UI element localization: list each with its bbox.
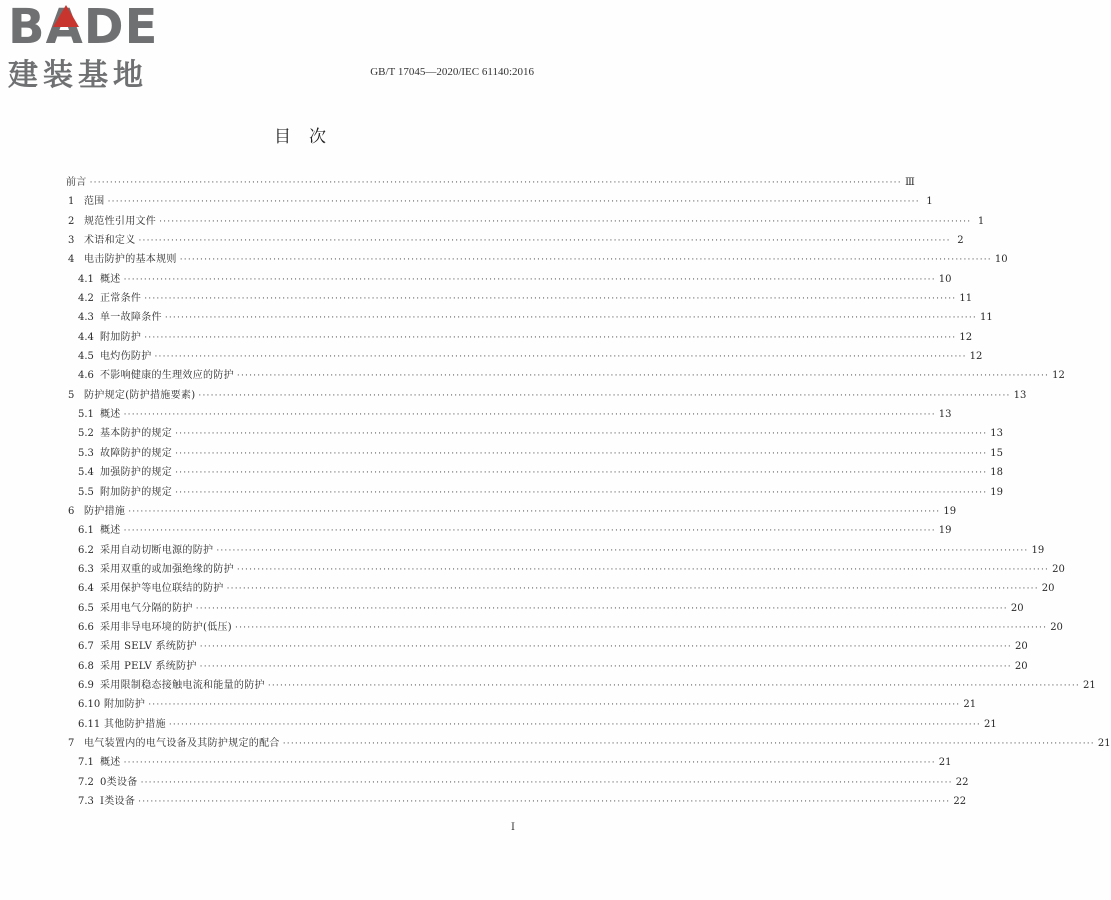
- toc-entry-number: 6.8: [78, 660, 94, 672]
- toc-entry-label: 电击防护的基本规则: [84, 254, 177, 266]
- toc-leader-dots: ········································································································································································································: [164, 313, 977, 324]
- toc-entry-page: 21: [983, 718, 997, 730]
- toc-entry-number: 5: [68, 389, 75, 401]
- toc-entry[interactable]: [66, 308, 993, 327]
- toc-entry[interactable]: [66, 579, 1055, 598]
- toc-entry[interactable]: [66, 695, 977, 714]
- toc-leader-dots: ········································································································································································································: [175, 448, 988, 459]
- toc-entry-number: 6.4: [78, 583, 94, 595]
- toc-entry-number: 5.5: [78, 486, 94, 498]
- toc-entry-page: 19: [990, 486, 1004, 498]
- toc-entry-number: 6.10: [78, 699, 101, 711]
- standard-number: GB/T 17045—2020/IEC 61140:2016: [370, 66, 534, 78]
- toc-leader-dots: ········································································································································································································: [140, 777, 953, 788]
- toc-leader-dots: ········································································································································································································: [107, 197, 920, 208]
- toc-entry-page: 10: [938, 273, 952, 285]
- toc-entry-page: 22: [953, 796, 967, 807]
- toc-entry[interactable]: [66, 328, 973, 347]
- toc-entry-page: 20: [1050, 621, 1063, 633]
- toc-entry[interactable]: [66, 366, 1065, 385]
- toc-entry[interactable]: [66, 676, 1096, 695]
- toc-entry-label: 采用 SELV 系统防护: [100, 641, 197, 653]
- toc-leader-dots: ········································································································································································································: [154, 352, 967, 363]
- toc-entry-page: 20: [1014, 641, 1028, 653]
- toc-entry-number: 4.5: [78, 351, 94, 363]
- toc-entry-label: 故障防护的规定: [100, 447, 173, 459]
- toc-leader-dots: ········································································································································································································: [175, 429, 988, 440]
- logo-wordmark: BA DE: [8, 0, 159, 55]
- toc-leader-dots: ········································································································································································································: [144, 332, 957, 343]
- toc-entry-page: 11: [959, 293, 973, 305]
- toc-entry-page: 20: [1041, 583, 1055, 595]
- toc-entry-number: 4: [68, 254, 75, 266]
- toc-entry-label: 附加防护: [100, 331, 142, 343]
- toc-entry-page: 10: [994, 254, 1008, 266]
- toc-leader-dots: ········································································································································································································: [128, 506, 941, 517]
- toc-leader-dots: ········································································································································································································: [236, 371, 1050, 382]
- toc-entry-label: 加强防护的规定: [100, 467, 173, 479]
- toc-entry-number: 7: [68, 737, 75, 749]
- toc-entry[interactable]: [66, 463, 1004, 482]
- toc-leader-dots: ········································································································································································································: [199, 661, 1012, 672]
- toc-leader-dots: ········································································································································································································: [123, 526, 936, 537]
- toc-leader-dots: ········································································································································································································: [123, 274, 936, 285]
- toc-entry-label: 正常条件: [100, 293, 142, 305]
- toc-leader-dots: ········································································································································································································: [282, 738, 1095, 749]
- toc-entry-number: 6.6: [78, 621, 94, 633]
- toc-entry-label: 0类设备: [100, 776, 138, 788]
- toc-entry[interactable]: [66, 250, 1008, 269]
- toc-entry-page: 11: [979, 312, 993, 324]
- toc-entry[interactable]: [66, 405, 952, 424]
- toc-entry-number: 1: [68, 196, 75, 208]
- toc-entry-label: 电灼伤防护: [100, 351, 152, 363]
- toc-entry-page: 13: [1013, 389, 1027, 401]
- toc-entry-label: 防护规定(防护措施要素): [84, 389, 196, 401]
- toc-entry-label: 基本防护的规定: [100, 428, 173, 440]
- toc-entry-number: 6.2: [78, 544, 94, 556]
- toc-entry-number: 5.2: [78, 428, 94, 440]
- toc-entry-page: 12: [959, 331, 973, 343]
- toc-entry-page: 12: [969, 351, 983, 363]
- toc-entry[interactable]: [66, 521, 952, 540]
- toc-entry-label: 单一故障条件: [100, 312, 162, 324]
- toc-entry-page: 19: [938, 525, 952, 537]
- toc-leader-dots: ········································································································································································································: [168, 719, 981, 730]
- toc-entry-label: 前言: [66, 177, 87, 188]
- toc-leader-dots: ········································································································································································································: [199, 642, 1012, 653]
- toc-leader-dots: ········································································································································································································: [123, 758, 936, 769]
- toc-entry-number: 5.3: [78, 447, 94, 459]
- toc-leader-dots: ········································································································································································································: [195, 603, 1008, 614]
- toc-leader-dots: ········································································································································································································: [138, 797, 951, 807]
- toc-leader-dots: ········································································································································································································: [89, 178, 902, 188]
- toc-entry-number: 4.4: [78, 331, 94, 343]
- toc-entry-number: 6.5: [78, 602, 94, 614]
- toc-entry[interactable]: [66, 270, 952, 289]
- toc-entry-page: 13: [990, 428, 1004, 440]
- toc-entry[interactable]: [66, 753, 952, 772]
- toc-entry-number: 4.3: [78, 312, 94, 324]
- toc-leader-dots: ········································································································································································································: [216, 545, 1029, 556]
- toc-entry-number: 7.2: [78, 776, 94, 788]
- toc-entry[interactable]: [66, 173, 915, 192]
- toc-entry-page: 19: [1031, 544, 1045, 556]
- toc-leader-dots: ········································································································································································································: [226, 584, 1039, 595]
- toc-entry-label: Ⅰ类设备: [100, 796, 136, 807]
- toc-entry-number: 6.7: [78, 641, 94, 653]
- toc-entry[interactable]: [66, 599, 1024, 618]
- toc-entry-label: 其他防护措施: [104, 718, 166, 730]
- toc-entry[interactable]: [66, 444, 1004, 463]
- toc-entry-number: 2: [68, 215, 75, 227]
- toc-entry-page: 19: [943, 505, 957, 517]
- toc-leader-dots: ········································································································································································································: [236, 564, 1050, 575]
- toc-entry-label: 概述: [100, 757, 121, 769]
- toc-entry[interactable]: [66, 541, 1045, 560]
- logo: [8, 2, 183, 102]
- toc-entry[interactable]: [66, 231, 964, 250]
- toc-entry-page: 22: [955, 776, 969, 788]
- toc-entry-label: 采用双重的或加强绝缘的防护: [100, 563, 234, 575]
- toc-entry[interactable]: [66, 347, 983, 366]
- toc-entry[interactable]: [66, 192, 933, 211]
- toc-entry-number: 3: [68, 235, 75, 247]
- toc-entry-number: 6.9: [78, 679, 94, 691]
- toc-leader-dots: ········································································································································································································: [179, 255, 992, 266]
- toc-entry-label: 防护措施: [84, 505, 126, 517]
- toc-entry-label: 采用自动切断电源的防护: [100, 544, 214, 556]
- toc-entry-page: 1: [977, 215, 985, 227]
- toc-entry-page: 15: [990, 447, 1004, 459]
- toc-entry-page: 1: [926, 196, 933, 208]
- toc-entry-label: 术语和定义: [84, 235, 136, 247]
- toc-entry-page: 21: [963, 699, 977, 711]
- toc-entry-label: 采用 PELV 系统防护: [100, 660, 197, 672]
- logo-letter-a: A: [45, 0, 84, 55]
- toc-entry[interactable]: [66, 212, 985, 231]
- toc-entry-page: 21: [1097, 737, 1111, 749]
- toc-entry-label: 附加防护: [104, 699, 146, 711]
- toc-entry-page: 2: [957, 235, 964, 247]
- toc-leader-dots: ········································································································································································································: [144, 294, 957, 305]
- toc-entry-label: 规范性引用文件: [84, 215, 157, 227]
- toc-entry[interactable]: [66, 715, 997, 734]
- toc-entry-label: 采用电气分隔的防护: [100, 602, 193, 614]
- toc-entry-number: 7.1: [78, 757, 94, 769]
- page-number: I: [511, 822, 515, 833]
- page-title: 目次: [274, 127, 344, 147]
- toc-leader-dots: ········································································································································································································: [235, 622, 1048, 633]
- toc-entry-number: 7.3: [78, 796, 94, 807]
- toc-entry[interactable]: [66, 289, 973, 308]
- toc-leader-dots: ········································································································································································································: [198, 390, 1011, 401]
- toc-entry-number: 4.6: [78, 370, 94, 382]
- toc-leader-dots: ········································································································································································································: [148, 700, 961, 711]
- toc-entry-page: 21: [1082, 679, 1096, 691]
- toc-entry[interactable]: [66, 657, 1028, 676]
- toc-entry-number: 6.3: [78, 563, 94, 575]
- toc-entry[interactable]: [66, 637, 1028, 656]
- toc-entry[interactable]: [66, 734, 1111, 753]
- toc-entry-number: 6.1: [78, 525, 94, 537]
- toc-leader-dots: ········································································································································································································: [123, 410, 936, 421]
- toc-leader-dots: ········································································································································································································: [175, 468, 988, 479]
- toc-entry-number: 6.11: [78, 718, 101, 730]
- toc-entry-page: 20: [1010, 602, 1024, 614]
- toc-entry-label: 采用限制稳态接触电流和能量的防护: [100, 679, 265, 691]
- toc-leader-dots: ········································································································································································································: [159, 216, 972, 227]
- toc-leader-dots: ········································································································································································································: [267, 680, 1080, 691]
- toc-entry-label: 附加防护的规定: [100, 486, 173, 498]
- toc-entry[interactable]: [66, 386, 1027, 405]
- toc-entry-number: 4.1: [78, 273, 94, 285]
- toc-entry-label: 不影响健康的生理效应的防护: [100, 370, 234, 382]
- toc-entry-label: 概述: [100, 409, 121, 421]
- toc-entry-number: 5.1: [78, 409, 94, 421]
- toc-entry-page: Ⅲ: [905, 177, 915, 188]
- toc-entry-number: 6: [68, 505, 75, 517]
- logo-subtitle: 建装基地: [8, 58, 148, 93]
- toc-entry[interactable]: [66, 483, 1004, 502]
- toc-entry[interactable]: [66, 424, 1004, 443]
- toc-entry-page: 12: [1052, 370, 1065, 382]
- toc-entry-label: 范围: [84, 196, 105, 208]
- table-of-contents: [66, 173, 1111, 811]
- toc-entry-label: 电气装置内的电气设备及其防护规定的配合: [84, 737, 280, 749]
- toc-entry-number: 5.4: [78, 467, 94, 479]
- toc-entry[interactable]: [66, 560, 1065, 579]
- toc-entry[interactable]: [66, 502, 957, 521]
- toc-entry[interactable]: [66, 792, 967, 811]
- toc-entry-page: 20: [1014, 660, 1028, 672]
- toc-entry-label: 采用非导电环境的防护(低压): [100, 621, 233, 633]
- toc-entry-label: 概述: [100, 525, 121, 537]
- toc-entry-page: 21: [938, 757, 952, 769]
- toc-entry-label: 概述: [100, 273, 121, 285]
- toc-entry-label: 采用保护等电位联结的防护: [100, 583, 224, 595]
- toc-leader-dots: ········································································································································································································: [138, 236, 951, 247]
- toc-entry-page: 18: [990, 467, 1004, 479]
- toc-entry[interactable]: [66, 773, 969, 792]
- logo-triangle-icon: [53, 5, 79, 27]
- toc-entry-page: 20: [1052, 563, 1065, 575]
- toc-entry-number: 4.2: [78, 293, 94, 305]
- toc-entry-page: 13: [938, 409, 952, 421]
- toc-leader-dots: ········································································································································································································: [175, 487, 988, 498]
- toc-entry[interactable]: [66, 618, 1063, 637]
